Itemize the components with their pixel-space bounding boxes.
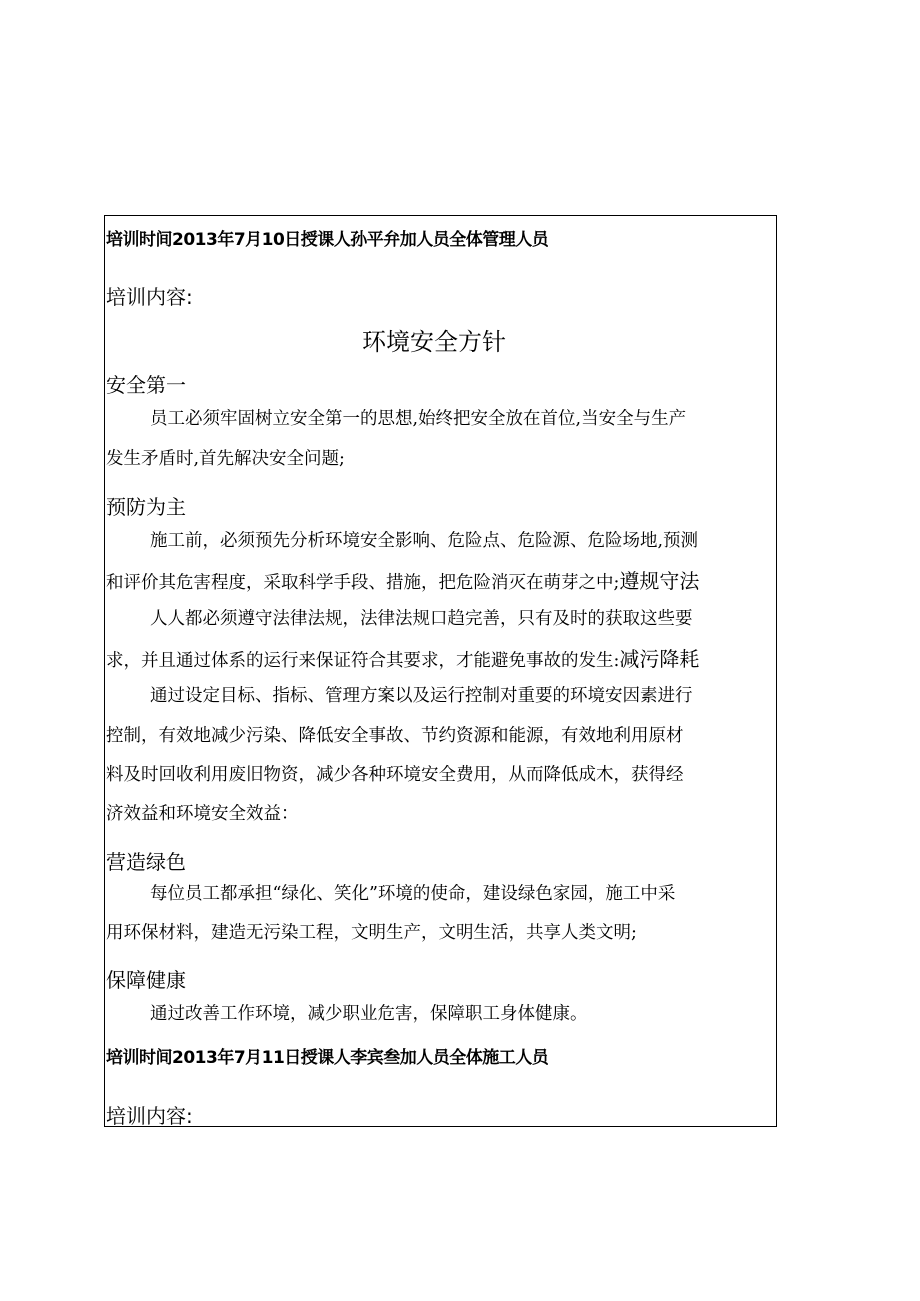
section-safety-first-line: 员工必须牢固树立安全第一的思想,始终把安全放在首位,当安全与生产: [150, 409, 687, 429]
section-compliance-line-2: [106, 649, 699, 671]
section-pollution-reduction-line: 料及时回收利用废旧物资，减少各种环境安全费用，从而降低成木，获得经: [106, 765, 684, 785]
section-green-line: 每位员工都承担“绿化、笑化”环境的使命，建设绿色家园，施工中采: [150, 884, 676, 904]
section-heading-green: 营造绿色: [106, 850, 186, 874]
record1-content-label: 培训内容:: [106, 285, 193, 309]
section-green-line: 用环保材料，建造无污染工程，文明生产，文明生活，共享人类文明;: [106, 923, 637, 943]
record2-header: 培训时间2013年7月11日授课人李宾叁加人员全体施工人员: [106, 1048, 549, 1068]
section-pollution-reduction-line: 控制，有效地减少污染、降低安全事故、节约资源和能源，有效地利用原材: [106, 726, 684, 746]
section-health-line: 通过改善工作环境，减少职业危害，保障职工身体健康。: [150, 1004, 588, 1024]
section-prevention-line-2: [106, 571, 699, 593]
section-prevention-line: 施工前，必须预先分析环境安全影响、危险点、危险源、危险场地,预测: [150, 531, 699, 551]
section-heading-health: 保障健康: [106, 968, 186, 992]
section-compliance-line: 求，并且通过体系的运行来保证符合其要求，才能避免事故的发生:: [106, 651, 620, 671]
section-heading-safety-first: 安全第一: [106, 373, 186, 397]
section-safety-first-line: 发生矛盾时,首先解决安全问题;: [106, 449, 345, 469]
section-heading-prevention: 预防为主: [106, 495, 186, 519]
section-pollution-reduction-line: 济效益和环境安全效益：: [106, 804, 299, 824]
section-pollution-reduction-line: 通过设定目标、指标、管理方案以及运行控制对重要的环境安因素进行: [150, 686, 693, 706]
record2-content-label: 培训内容:: [106, 1104, 193, 1128]
section-compliance-line: 人人都必须遵守法律法规，法律法规口趋完善，只有及时的获取这些要: [150, 609, 693, 629]
section-heading-compliance: 遵规守法: [619, 569, 700, 593]
document-title: 环境安全方针: [362, 328, 506, 356]
record1-header: 培训时间2013年7月10日授课人孙平弁加人员全体管理人员: [106, 230, 549, 250]
section-heading-pollution-reduction: 减污降耗: [619, 647, 700, 671]
section-prevention-line: 和评价其危害程度，采取科学手段、措施，把危险消灭在萌芽之中;: [106, 573, 620, 593]
